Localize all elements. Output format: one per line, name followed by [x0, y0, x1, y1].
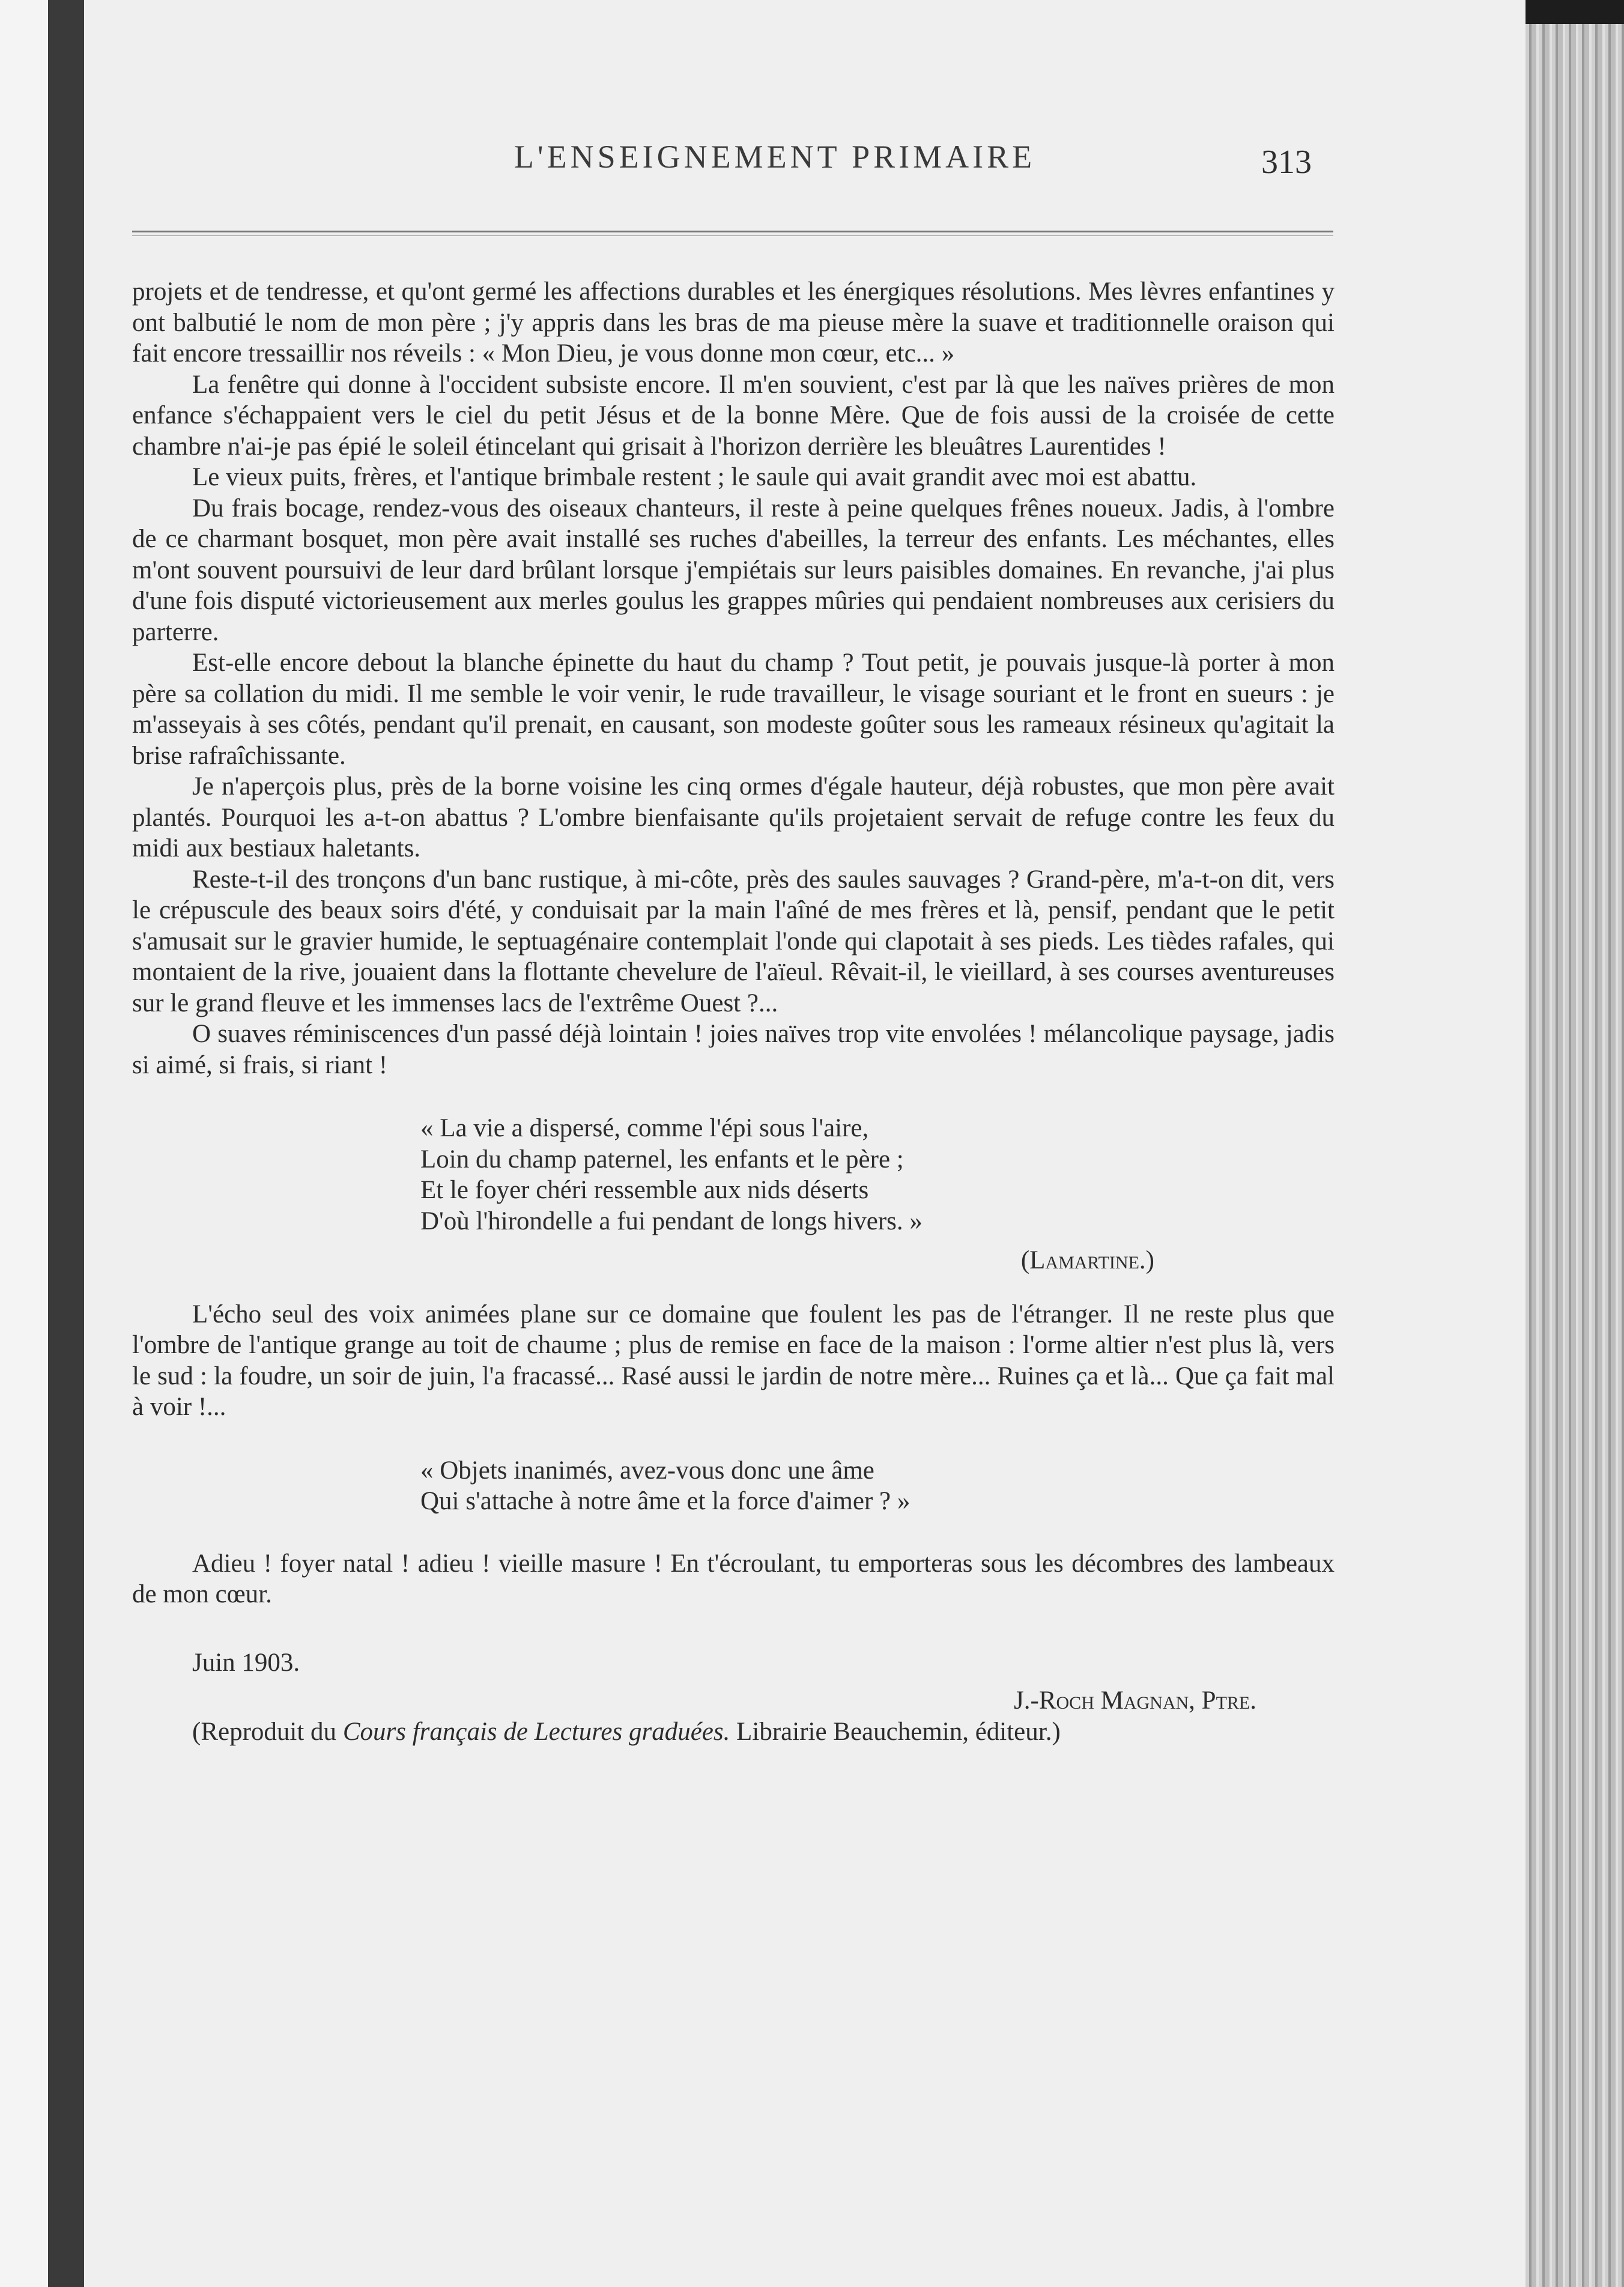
paragraph: O suaves réminiscences d'un passé déjà lointain ! joies naïves trop vite envolées ! mélancolique paysage, jadis si aimé, si frais, si riant ! [132, 1020, 1335, 1079]
paragraph: L'écho seul des voix animées plane sur ce domaine que foulent les pas de l'étranger. Il ne reste plus que l'ombre de l'antique grange au toit de chaume ; plus de remise en face de la maison : l'orme altier n'est plus là, vers le sud : la foudre, un soir de juin, l'a fracassé... Rasé aussi le jardin de notre mère... Ruines ça et là... Que ça fait mal à voir !... [132, 1300, 1335, 1421]
book-binding-edge [48, 0, 84, 2287]
verse-attribution: (Lamartine.) [1020, 1246, 1154, 1274]
paragraph: Est-elle encore debout la blanche épinette du haut du champ ? Tout petit, je pouvais jusque-là porter à mon père sa collation du midi. Il me semble le voir venir, le rude travailleur, le visage souriant et le front en sueurs : je m'asseyais à ses côtés, pendant qu'il prenait, en causant, son modeste goûter sous les rameaux résineux qu'agitait la brise rafraîchissante. [132, 649, 1335, 770]
paragraph: projets et de tendresse, et qu'ont germé les affections durables et les énergiques résolutions. Mes lèvres enfantines y ont balbutié le nom de mon père ; j'y appris dans les bras de ma pieuse mère la suave et traditionnelle oraison qui fait encore tressaillir nos réveils : « Mon Dieu, je vous donne mon cœur, etc... » [132, 277, 1335, 368]
verse-quotation [132, 1113, 1335, 1237]
paragraph: La fenêtre qui donne à l'occident subsiste encore. Il m'en souvient, c'est par là que les naïves prières de mon enfance s'échappaient vers le ciel du petit Jésus et de la bonne Mère. Que de fois aussi de la croisée de cette chambre n'ai-je pas épié le soleil étincelant qui grisait à l'horizon derrière les bleuâtres Laurentides ! [132, 370, 1335, 461]
paragraph: Je n'aperçois plus, près de la borne voisine les cinq ormes d'égale hauteur, déjà robustes, que mon père avait plantés. Pourquoi les a-t-on abattus ? L'ombre bienfaisante qu'ils projetaient servait de refuge contre les feux du midi aux bestiaux haletants. [132, 772, 1335, 862]
paragraph: Du frais bocage, rendez-vous des oiseaux chanteurs, il reste à peine quelques frênes noueux. Jadis, à l'ombre de ce charmant bosquet, mon père avait installé ses ruches d'abeilles, la terreur des enfants. Les méchantes, elles m'ont souvent poursuivi de leur dard brûlant lorsque j'empiétais sur leurs paisibles domaines. En revanche, j'ai plus d'une fois disputé victorieusement aux merles goulus les grappes mûries qui pendaient nombreuses aux cerisiers du parterre. [132, 494, 1335, 646]
verse-line: Et le foyer chéri ressemble aux nids déserts [420, 1176, 869, 1204]
paragraph: Reste-t-il des tronçons d'un banc rustique, à mi-côte, près des saules sauvages ? Grand-père, m'a-t-on dit, vers le crépuscule des beaux soirs d'été, y conduisait par la main l'aîné de mes frères et là, pensif, pendant que le petit s'amusait sur le gravier humide, le septuagénaire contemplait l'onde qui clapotait à ses pieds. Les tièdes rafales, qui montaient de la rive, jouaient dans la flottante chevelure de l'aïeul. Rêvait-il, le vieillard, à ses courses aventureuses sur le grand fleuve et les immenses lacs de l'extrême Ouest ?... [132, 865, 1335, 1017]
page-header [84, 138, 1526, 192]
header-rule [132, 231, 1333, 232]
page-edge-stack [1526, 0, 1624, 2287]
verse-line: Qui s'attache à notre âme et la force d'aimer ? » [420, 1487, 910, 1515]
page-number: 313 [1261, 144, 1312, 181]
source-note [132, 1716, 1335, 1748]
source-title: Cours français de Lectures graduées. [342, 1717, 730, 1746]
author-signature: J.-Roch Magnan, Ptre. [1014, 1686, 1256, 1715]
verse-line: D'où l'hirondelle a fui pendant de longs hivers. » [420, 1207, 923, 1235]
source-suffix: Librairie Beauchemin, éditeur.) [730, 1717, 1061, 1746]
closing-paragraph: Adieu ! foyer natal ! adieu ! vieille masure ! En t'écroulant, tu emporteras sous les décombres des lambeaux de mon cœur. [132, 1549, 1335, 1608]
page-body [132, 276, 1335, 1747]
paragraph: Le vieux puits, frères, et l'antique brimbale restent ; le saule qui avait grandit avec moi est abattu. [192, 463, 1197, 491]
verse-line: « Objets inanimés, avez-vous donc une âme [420, 1456, 874, 1485]
verse-line: « La vie a dispersé, comme l'épi sous l'aire, [420, 1114, 869, 1142]
header-rule-thin [132, 235, 1333, 236]
book-page [84, 0, 1526, 2287]
page-edge-shadow [1526, 0, 1624, 24]
date-line: Juin 1903. [192, 1648, 300, 1677]
verse-line: Loin du champ paternel, les enfants et le père ; [420, 1145, 904, 1174]
source-prefix: (Reproduit du [192, 1717, 343, 1746]
running-title: L'ENSEIGNEMENT PRIMAIRE [514, 139, 1036, 175]
verse-quotation [132, 1455, 1335, 1517]
